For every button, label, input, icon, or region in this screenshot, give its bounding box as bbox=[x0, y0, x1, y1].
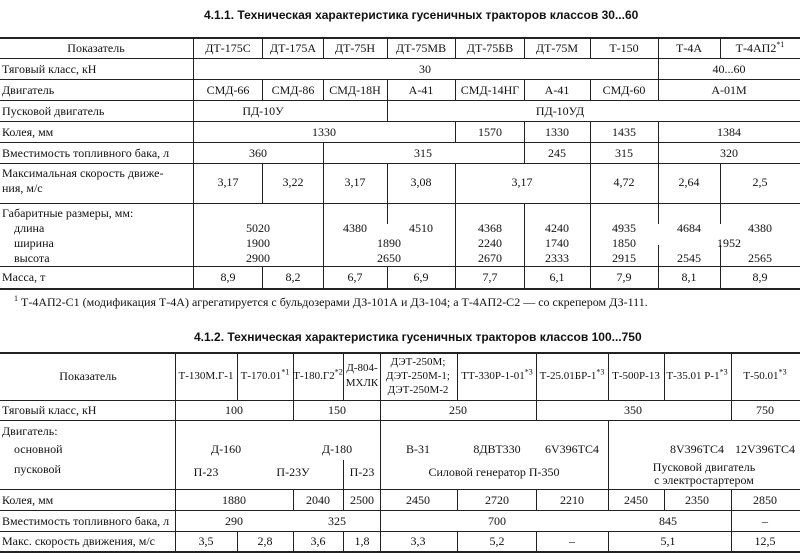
t2-speed-value: 3,5 bbox=[198, 534, 214, 548]
t2-speed-value: – bbox=[569, 534, 575, 548]
t2-traction-value: 150 bbox=[328, 403, 346, 417]
t1-speed-value: 2,5 bbox=[752, 175, 768, 189]
t1-header-model-last: Т-4АП2$^{*1}$ bbox=[735, 40, 785, 55]
t2-header-model: Д-804- bbox=[346, 362, 378, 374]
t1-fuel-value: 320 bbox=[720, 146, 738, 160]
t2-track-value: 2850 bbox=[753, 493, 777, 507]
t1-fuel-value: 315 bbox=[615, 146, 633, 160]
t2-engine-start-value: с электростартером bbox=[654, 473, 754, 487]
t2-engine-main-value: 12V396ТС4 bbox=[735, 442, 795, 456]
t2-track-value: 2450 bbox=[624, 493, 648, 507]
t2-track-value: 2350 bbox=[685, 493, 709, 507]
t1-starter-value: ПД-10УД bbox=[535, 104, 585, 118]
t1-height-value: 2900 bbox=[246, 251, 270, 265]
table1-title: 4.1.1. Техническая характеристика гусеничных тракторов классов 30...60 bbox=[204, 8, 639, 22]
t1-label-width: ширина bbox=[14, 236, 54, 250]
t2-header-model: ДЭТ-250М-1; bbox=[386, 370, 450, 382]
t1-mass-value: 8,9 bbox=[752, 270, 768, 284]
t1-mass-value: 6,9 bbox=[413, 270, 429, 284]
t1-height-value: 2915 bbox=[612, 251, 636, 265]
t1-height-value: 2565 bbox=[748, 251, 772, 265]
t2-fuel-value: 290 bbox=[225, 514, 243, 528]
t2-traction-value: 350 bbox=[624, 403, 642, 417]
t1-length-value: 5020 bbox=[246, 221, 270, 235]
t1-length-value: 4380 bbox=[748, 221, 772, 235]
t2-header-model: МХЛК bbox=[345, 377, 379, 389]
t2-speed-value: 1,8 bbox=[354, 534, 370, 548]
t2-speed-value: 3,6 bbox=[310, 534, 326, 548]
t2-label-engine-start: пусковой bbox=[14, 462, 61, 476]
t1-mass-value: 6,1 bbox=[549, 270, 565, 284]
t1-header-model: ДТ-175А bbox=[269, 41, 317, 55]
t1-label-length: длина bbox=[14, 221, 45, 235]
t1-track-value: 1435 bbox=[612, 125, 636, 139]
t1-width-value: 1900 bbox=[246, 236, 270, 250]
t2-engine-main-value: 8V396ТС4 bbox=[670, 442, 724, 456]
t1-track-value: 1330 bbox=[545, 125, 569, 139]
t1-engine-value: СМД-66 bbox=[206, 83, 250, 97]
t1-label-fuel: Вместимость топливного бака, л bbox=[2, 146, 170, 160]
t2-fuel-value: 700 bbox=[488, 514, 506, 528]
t2-label-track: Колея, мм bbox=[2, 493, 54, 507]
t1-footnote: $^1$ Т-4АП2-С1 (модификация Т-4А) агрегатируется с бульдозерами ДЗ-101А и ДЗ-104; а Т-4АП2-С2 — со скрепером ДЗ-111. bbox=[14, 294, 648, 309]
t1-label-engine: Двигатель bbox=[2, 83, 55, 97]
t2-track-value: 2500 bbox=[350, 493, 374, 507]
t1-width-value: 1850 bbox=[612, 236, 636, 250]
t1-mass-value: 8,1 bbox=[681, 270, 697, 284]
t2-header-model: Т-35.01 Р-1$^{*3}$ bbox=[666, 367, 728, 382]
t1-header-model: ДТ-75Н bbox=[334, 41, 376, 55]
t2-track-value: 2040 bbox=[306, 493, 330, 507]
t1-width-value: 1890 bbox=[377, 236, 401, 250]
t2-header-model: Т-50.01$^{*3}$ bbox=[743, 367, 787, 382]
t1-header-model: Т-4А bbox=[676, 41, 702, 55]
t2-track-value: 2450 bbox=[406, 493, 430, 507]
t1-header-model: ДТ-75БВ bbox=[466, 41, 514, 55]
t1-header-model: ДТ-175С bbox=[205, 41, 251, 55]
t2-speed-value: 5,2 bbox=[489, 534, 505, 548]
t2-engine-start-value: П-23 bbox=[193, 465, 219, 479]
t1-label-speed: Максимальная скорость движе- bbox=[2, 166, 164, 180]
t1-mass-value: 8,9 bbox=[220, 270, 236, 284]
t2-header-model: Т-500Р-13 bbox=[612, 370, 660, 382]
t1-label-starter: Пусковой двигатель bbox=[2, 104, 105, 118]
t2-label-fuel: Вместимость топливного бака, л bbox=[2, 514, 170, 528]
t1-speed-value: 3,22 bbox=[282, 175, 304, 189]
t1-track-value: 1384 bbox=[717, 125, 741, 139]
t2-header-model: Т-180.Г2$^{*2}$ bbox=[293, 367, 343, 382]
t1-header-model: ДТ-75М bbox=[535, 41, 579, 55]
t1-engine-value: СМД-60 bbox=[602, 83, 646, 97]
t1-height-value: 2670 bbox=[478, 251, 502, 265]
t1-fuel-value: 315 bbox=[414, 146, 432, 160]
t1-width-value: 2240 bbox=[478, 236, 502, 250]
t1-speed-value: 3,08 bbox=[410, 175, 432, 189]
t1-speed-value: 3,17 bbox=[511, 175, 533, 189]
t1-length-value: 4935 bbox=[612, 221, 636, 235]
t2-header-model: ТТ-330Р-1-01$^{*3}$ bbox=[461, 367, 533, 382]
t2-engine-start-value: Силовой генератор П-350 bbox=[428, 465, 560, 479]
t1-label-height: высота bbox=[14, 251, 50, 265]
table2-title: 4.1.2. Техническая характеристика гусеничных тракторов классов 100...750 bbox=[194, 330, 642, 344]
t1-engine-value: СМД-14НГ bbox=[460, 83, 520, 97]
t2-fuel-value: – bbox=[762, 514, 768, 528]
t1-length-value: 4368 bbox=[478, 221, 502, 235]
t2-track-value: 1880 bbox=[222, 493, 246, 507]
t1-speed-value: 3,17 bbox=[217, 175, 239, 189]
t1-mass-value: 7,9 bbox=[616, 270, 632, 284]
t2-engine-main-value: 6V396ТС4 bbox=[545, 442, 599, 456]
t1-length-value: 4684 bbox=[677, 221, 701, 235]
t1-height-value: 2333 bbox=[545, 251, 569, 265]
t1-traction-value: 40...60 bbox=[712, 62, 746, 76]
t2-fuel-value: 845 bbox=[659, 514, 677, 528]
t1-fuel-value: 245 bbox=[548, 146, 566, 160]
t2-fuel-value: 325 bbox=[328, 514, 346, 528]
t2-engine-start-value: П-23У bbox=[276, 465, 310, 479]
t2-traction-value: 100 bbox=[225, 403, 243, 417]
t1-speed-value: 3,17 bbox=[344, 175, 366, 189]
t1-engine-value: СМД-18Н bbox=[329, 83, 381, 97]
t1-speed-value: 2,64 bbox=[678, 175, 700, 189]
t1-header-model: ДТ-75МВ bbox=[395, 41, 447, 55]
t2-header-param: Показатель bbox=[59, 369, 117, 383]
t1-label-traction: Тяговый класс, кН bbox=[2, 62, 97, 76]
t1-track-value: 1570 bbox=[478, 125, 502, 139]
t1-starter-value: ПД-10У bbox=[242, 104, 284, 118]
t1-engine-value: А-41 bbox=[544, 83, 570, 97]
t1-height-value: 2650 bbox=[377, 251, 401, 265]
t2-header-model: ДЭТ-250М-2 bbox=[387, 384, 449, 396]
t1-mass-value: 7,7 bbox=[482, 270, 498, 284]
t2-header-model: Т-130М.Г-1 bbox=[178, 370, 234, 382]
t2-label-traction: Тяговый класс, кН bbox=[2, 403, 97, 417]
t1-fuel-value: 360 bbox=[249, 146, 267, 160]
t1-height-value: 2545 bbox=[677, 251, 701, 265]
t2-speed-value: 5,1 bbox=[660, 534, 676, 548]
t1-track-value: 1330 bbox=[312, 125, 336, 139]
t1-traction-value: 30 bbox=[419, 62, 431, 76]
t2-header-model: Т-170.01$^{*1}$ bbox=[240, 367, 290, 382]
t2-label-engine: Двигатель: bbox=[2, 424, 58, 438]
t1-label-track: Колея, мм bbox=[2, 125, 54, 139]
t1-label-dims: Габаритные размеры, мм: bbox=[2, 206, 134, 220]
t1-length-value: 4240 bbox=[545, 221, 569, 235]
t2-engine-start-value: Пусковой двигатель bbox=[652, 460, 756, 474]
t1-header-param: Показатель bbox=[67, 41, 125, 55]
t1-width-value: 1952 bbox=[717, 236, 741, 250]
t2-label-speed: Макс. скорость движения, м/с bbox=[2, 534, 156, 548]
t2-engine-start-value: П-23 bbox=[349, 465, 375, 479]
t2-traction-value: 750 bbox=[756, 403, 774, 417]
t2-track-value: 2210 bbox=[560, 493, 584, 507]
t2-header-model: Т-25.01БР-1$^{*3}$ bbox=[539, 367, 605, 382]
t1-length-value: 4380 bbox=[343, 221, 367, 235]
t1-width-value: 1740 bbox=[545, 236, 569, 250]
t2-speed-value: 2,8 bbox=[257, 534, 273, 548]
t2-track-value: 2720 bbox=[485, 493, 509, 507]
t1-label-speed: ния, м/с bbox=[2, 181, 43, 195]
t1-mass-value: 8,2 bbox=[285, 270, 301, 284]
t2-engine-main-value: Д-160 bbox=[210, 442, 242, 456]
t1-label-mass: Масса, т bbox=[2, 270, 46, 284]
t2-speed-value: 3,3 bbox=[410, 534, 426, 548]
t2-header-model: ДЭТ-250М; bbox=[390, 356, 446, 368]
t1-header-model: Т-150 bbox=[609, 41, 639, 55]
t2-engine-main-value: 8ДВТ330 bbox=[473, 442, 521, 456]
t1-engine-value: СМД-86 bbox=[271, 83, 315, 97]
t2-engine-main-value: Д-180 bbox=[321, 442, 353, 456]
t2-engine-main-value: В-31 bbox=[406, 442, 430, 456]
t1-engine-value: А-01М bbox=[711, 83, 747, 97]
t1-length-value: 4510 bbox=[409, 221, 433, 235]
t2-traction-value: 250 bbox=[449, 403, 467, 417]
t1-mass-value: 6,7 bbox=[347, 270, 363, 284]
t1-speed-value: 4,72 bbox=[613, 175, 635, 189]
t1-engine-value: А-41 bbox=[408, 83, 434, 97]
t2-label-engine-main: основной bbox=[14, 442, 63, 456]
t2-speed-value: 12,5 bbox=[754, 534, 776, 548]
